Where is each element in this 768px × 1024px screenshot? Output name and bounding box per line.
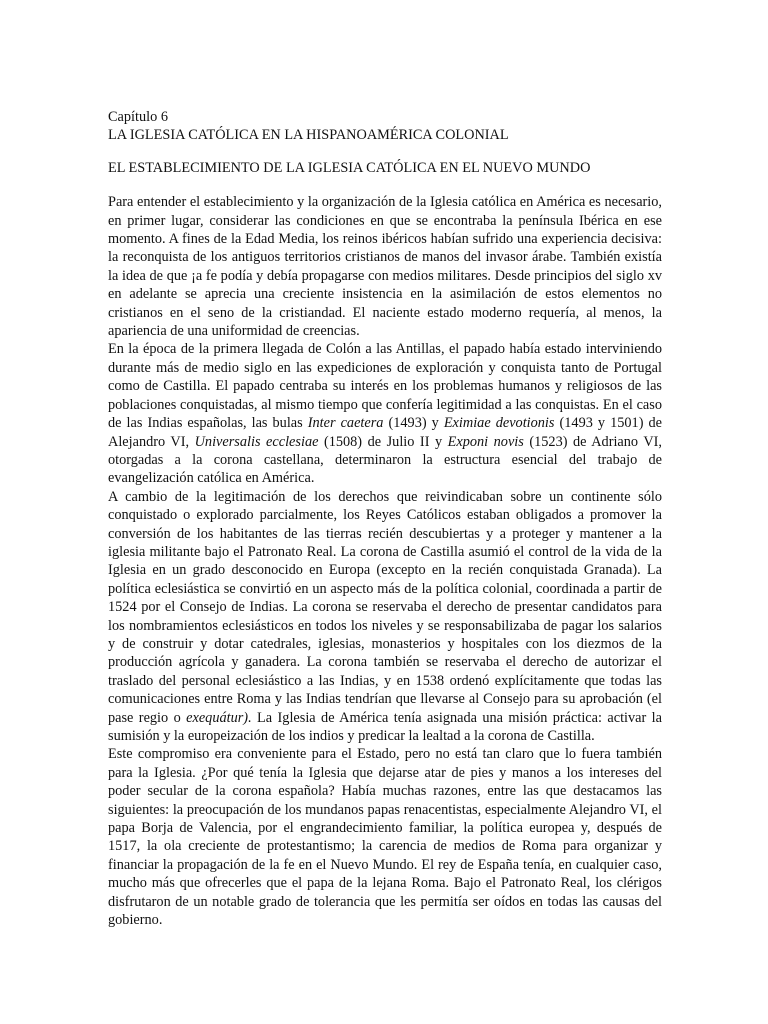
- paragraph-4: [108, 745, 662, 929]
- paragraph-1: [108, 193, 662, 340]
- paragraph-2-text-a: En la época de la primera llegada de Colón a las Antillas, el papado había estado interviniendo durante más de medio siglo en las expediciones de exploración y conquista tanto de Portugal como de Castilla. El papado centraba su interés en los problemas humanos y religiosos de las poblaciones conquistadas, al mismo tiempo que confería legitimidad a las conquistas. En el caso de las Indias españolas, las bulas: [108, 341, 662, 432]
- chapter-title: LA IGLESIA CATÓLICA EN LA HISPANOAMÉRICA COLONIAL: [108, 127, 509, 144]
- bull-inter-caetera: Inter caetera: [307, 415, 384, 432]
- bull-eximiae-devotionis: Eximiae devotionis: [443, 415, 555, 432]
- bull-universalis-ecclesiae: Universalis ecclesiae: [194, 433, 319, 450]
- bull-exponi-novis: Exponi novis: [447, 433, 524, 450]
- paragraph-2-text-b: (1493) y: [383, 415, 444, 432]
- term-exequatur: exequátur).: [186, 709, 252, 726]
- section-title: EL ESTABLECIMIENTO DE LA IGLESIA CATÓLICA EN EL NUEVO MUNDO: [108, 159, 591, 176]
- paragraph-2-text-d: (1508) de Julio II y: [318, 433, 448, 450]
- chapter-label: Capítulo 6: [108, 109, 168, 125]
- paragraph-3-text-a: A cambio de la legitimación de los derechos que reivindicaban sobre un continente sólo conquistado o explorado parcialmente, los Reyes Católicos estaban obligados a promover la conversión de los habitantes de las tierras recién descubiertas y a proteger y mantener a la iglesia militante bajo el Patronato Real. La corona de Castilla asumió el control de la vida de la Iglesia en un grado desconocido en Europa (excepto en la recién conquistada Granada). La política eclesiástica se convirtió en un aspecto más de la política colonial, coordinada a partir de 1524 por el Consejo de Indias. La corona se reservaba el derecho de presentar candidatos para los nombramientos eclesiásticos en todos los niveles y se responsabilizaba de pagar los salarios y de construir y dotar catedrales, iglesias, monasterios y hospitales con los diezmos de la producción agrícola y ganadera. La corona también se reservaba el derecho de autorizar el traslado del personal eclesiástico a las Indias, y en 1538 ordenó explícitamente que todas las comunicaciones entre Roma y las Indias tendrían que llevarse al Consejo para su aprobación (el pase regio o: [108, 488, 662, 726]
- paragraph-4-text: Este compromiso era conveniente para el Estado, pero no está tan claro que lo fuera también para la Iglesia. ¿Por qué tenía la Iglesia que dejarse atar de pies y manos a los intereses del poder secular de la corona española? Había muchas razones, entre las que destacamos las siguientes: la preocupación de los mundanos papas renacentistas, especialmente Alejandro VI, el papa Borja de Valencia, por el engrandecimiento familiar, la política europea y, después de 1517, la ola creciente de protestantismo; la carencia de medios de Roma para organizar y financiar la propagación de la fe en el Nuevo Mundo. El rey de España tenía, en cualquier caso, mucho más que ofrecerles que el papa de la lejana Roma. Bajo el Patronato Real, los clérigos disfrutaron de un notable grado de tolerancia que les permitía ser oídos en todas las causas del gobierno.: [108, 746, 662, 929]
- paragraph-2-text-e: (1523) de Adriano VI, otorgadas a la corona castellana, determinaron la estructura esencial del trabajo de evangelización católica en América.: [108, 433, 662, 487]
- document-page: [108, 108, 662, 929]
- paragraph-2: [108, 340, 662, 487]
- paragraph-3-text-b: La Iglesia de América tenía asignada una misión práctica: activar la sumisión y la europeización de los indios y predicar la lealtad a la corona de Castilla.: [108, 709, 662, 744]
- paragraph-2-text-c: (1493 y 1501) de Alejandro VI,: [108, 415, 662, 450]
- paragraph-3: [108, 488, 662, 746]
- paragraph-1-text: Para entender el establecimiento y la organización de la Iglesia católica en América es necesario, en primer lugar, considerar las condiciones en que se encontraba la península Ibérica en ese momento. A fines de la Edad Media, los reinos ibéricos habían sufrido una experiencia decisiva: la reconquista de los antiguos territorios cristianos de manos del invasor árabe. También existía la idea de que ¡a fe podía y debía propagarse con medios militares. Desde principios del siglo xv en adelante se aprecia una creciente insistencia en la asimilación de estos elementos no cristianos en el seno de la cristiandad. El naciente estado moderno requería, al menos, la apariencia de una uniformidad de creencias.: [108, 194, 662, 340]
